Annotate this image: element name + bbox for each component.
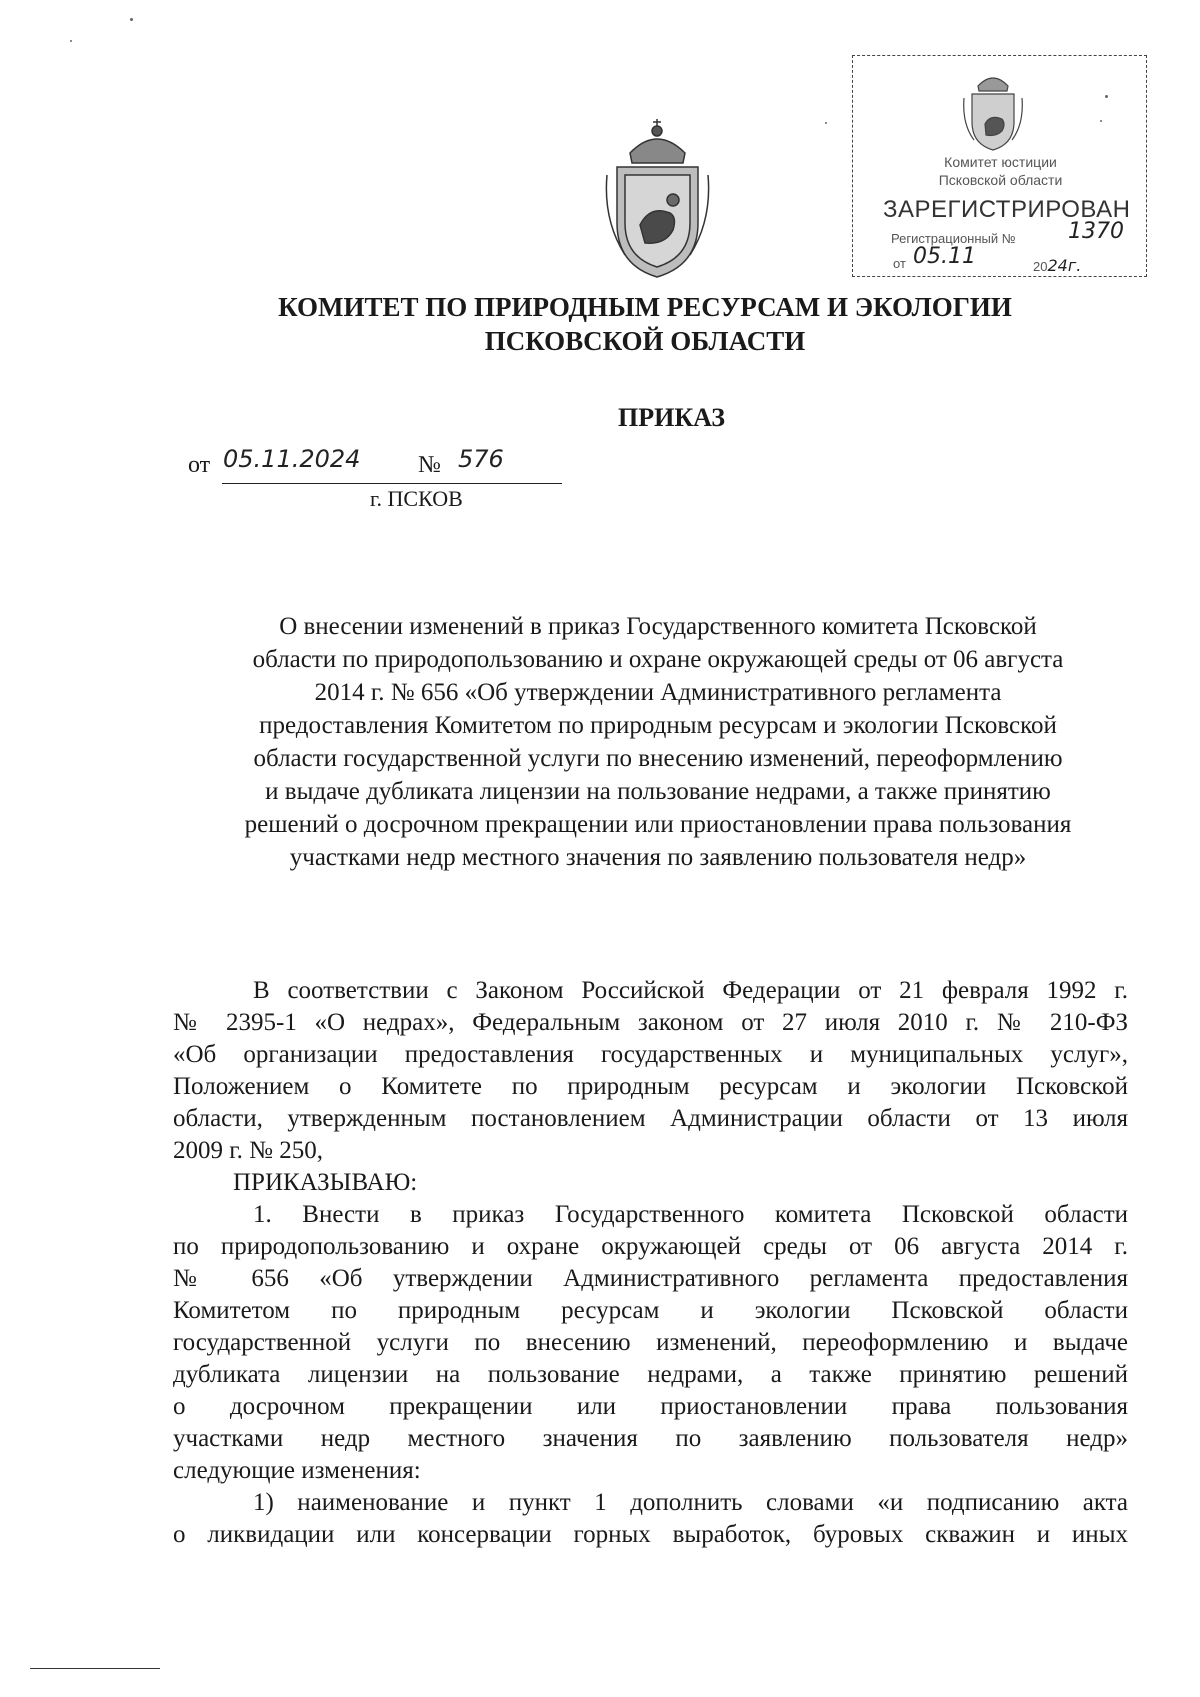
item1-line: о досрочном прекращении или приостановлении права пользования xyxy=(173,1393,1128,1420)
item1-line: Комитетом по природным ресурсам и экологии Псковской области xyxy=(173,1297,1128,1324)
registration-stamp xyxy=(852,55,1147,277)
order-number: 576 xyxy=(458,445,504,473)
stamp-year xyxy=(1033,256,1081,275)
stamp-coat-of-arms-icon xyxy=(958,64,1028,152)
preamble-line: 2009 г. № 250, xyxy=(173,1137,324,1164)
item1-line: участками недр местного значения по заявлению пользователя недр» xyxy=(173,1425,1128,1452)
item1-line: по природопользованию и охране окружающей среды от 06 августа 2014 г. xyxy=(173,1233,1128,1260)
item1-line: № 656 «Об утверждении Административного регламента предоставления xyxy=(173,1265,1128,1292)
footnote-rule xyxy=(30,1668,160,1669)
org-title-line2: ПСКОВСКОЙ ОБЛАСТИ xyxy=(484,326,806,356)
subject-line: области по природопользованию и охране окружающей среды от 06 августа xyxy=(252,646,1064,673)
preamble-line: «Об организации предоставления государственных и муниципальных услуг», xyxy=(173,1041,1128,1068)
order-city: г. ПСКОВ xyxy=(370,486,463,511)
item1-line: следующие изменения: xyxy=(173,1457,421,1484)
stamp-from-label: от xyxy=(893,256,906,271)
subject-line: предоставления Комитетом по природным ресурсам и экологии Псковской xyxy=(259,712,1057,739)
stamp-reg-number: 1370 xyxy=(1068,219,1124,244)
stamp-reg-label: Регистрационный № xyxy=(891,231,1016,246)
subject-line: и выдаче дубликата лицензии на пользование недрами, а также принятию xyxy=(265,778,1051,805)
subject-line: О внесении изменений в приказ Государственного комитета Псковской xyxy=(279,613,1037,640)
subject-line: области государственной услуги по внесению изменений, переоформлению xyxy=(253,745,1063,772)
order-underline xyxy=(222,483,562,484)
stamp-status: ЗАРЕГИСТРИРОВАН xyxy=(883,196,1131,223)
stamp-org-line1: Комитет юстиции xyxy=(944,154,1057,170)
scan-speck xyxy=(130,18,133,21)
order-subject xyxy=(193,610,1123,874)
stamp-org-line2: Псковской области xyxy=(938,172,1063,188)
subitem1-line: 1) наименование и пункт 1 дополнить словами «и подписанию акта xyxy=(253,1489,1128,1516)
item1-line: дубликата лицензии на пользование недрами, а также принятию решений xyxy=(173,1361,1128,1388)
command-heading: ПРИКАЗЫВАЮ: xyxy=(233,1169,418,1196)
subject-line: участками недр местного значения по заявлению пользователя недр» xyxy=(289,844,1027,871)
preamble-line: В соответствии с Законом Российской Федерации от 21 февраля 1992 г. xyxy=(253,977,1128,1004)
scan-speck xyxy=(1100,120,1102,122)
pskov-coat-of-arms-icon xyxy=(595,105,720,280)
item1-line: 1. Внести в приказ Государственного комитета Псковской области xyxy=(253,1201,1128,1228)
subject-line: решений о досрочном прекращении или приостановлении права пользования xyxy=(244,811,1072,838)
subject-line: 2014 г. № 656 «Об утверждении Административного регламента xyxy=(314,679,1002,706)
preamble-line: области, утвержденным постановлением Администрации области от 13 июля xyxy=(173,1105,1128,1132)
preamble-line: Положением о Комитете по природным ресурсам и экологии Псковской xyxy=(173,1073,1128,1100)
item1-line: государственной услуги по внесению изменений, переоформлению и выдаче xyxy=(173,1329,1128,1356)
order-from-label: от xyxy=(188,452,211,478)
order-number-label: № xyxy=(418,452,441,478)
stamp-reg-date: 05.11 xyxy=(913,244,976,269)
stamp-year-suffix: 24г. xyxy=(1047,256,1082,275)
order-date: 05.11.2024 xyxy=(223,445,361,473)
scan-speck xyxy=(1105,95,1108,98)
scan-speck xyxy=(70,40,72,42)
subitem1-line: о ликвидации или консервации горных выработок, буровых скважин и иных xyxy=(173,1521,1128,1548)
scan-speck xyxy=(825,122,827,124)
doc-type-heading: ПРИКАЗ xyxy=(618,403,726,432)
stamp-year-prefix: 20 xyxy=(1033,259,1048,274)
org-title-line1: КОМИТЕТ ПО ПРИРОДНЫМ РЕСУРСАМ И ЭКОЛОГИИ xyxy=(278,292,1012,322)
preamble-line: № 2395-1 «О недрах», Федеральным законом от 27 июля 2010 г. № 210-ФЗ xyxy=(173,1009,1128,1036)
order-body xyxy=(173,975,1128,1551)
